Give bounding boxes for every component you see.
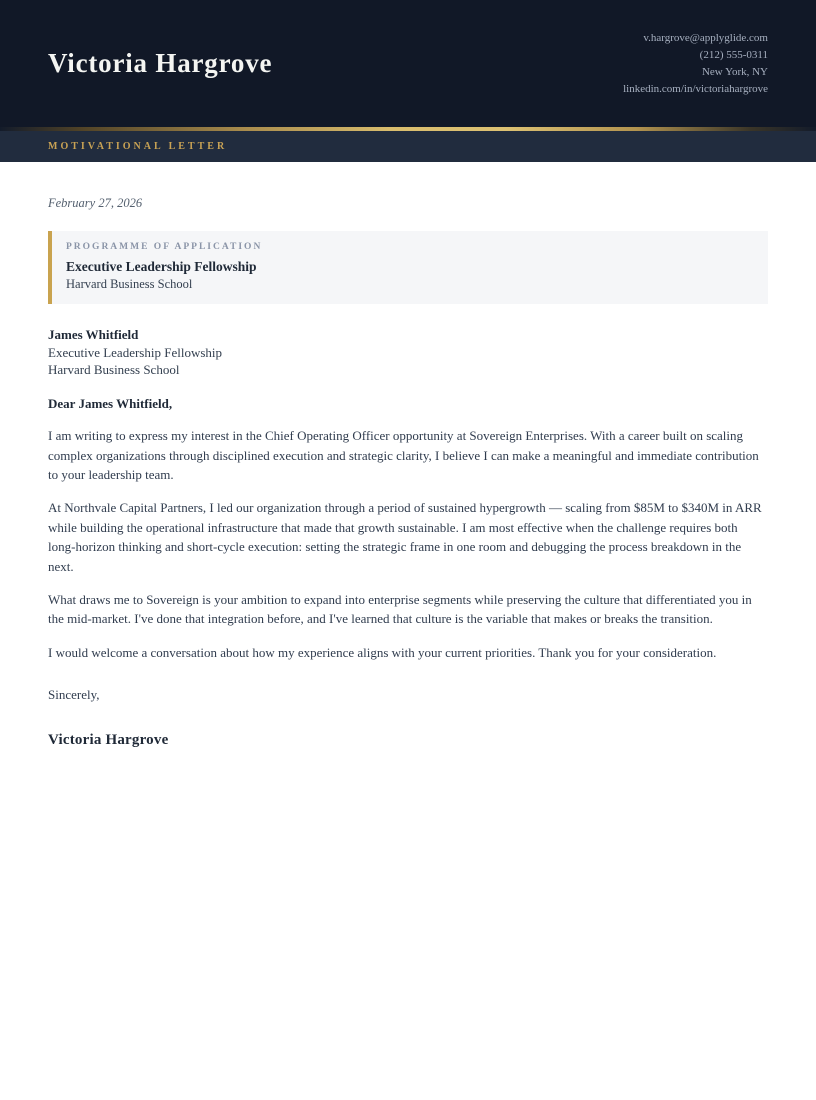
paragraph-3: What draws me to Sovereign is your ambition to expand into enterprise segments while preserving the culture that differentiated you in the mid-market. I've done that integration before, and I've learned that culture is the variable that makes or breaks the transition. [48, 591, 752, 627]
application-callout [48, 231, 768, 304]
closing: Sincerely, [48, 687, 100, 703]
contact-phone: (212) 555-0311 [699, 48, 768, 61]
letter-date: February 27, 2026 [48, 196, 143, 210]
contact-linkedin: linkedin.com/in/victoriahargrove [623, 82, 768, 95]
contact-block [623, 30, 768, 98]
recipient-line2: Harvard Business School [48, 362, 180, 378]
recipient-name: James Whitfield [48, 327, 139, 342]
recipient-line1: Executive Leadership Fellowship [48, 344, 223, 360]
header [0, 0, 816, 127]
paragraph-4: I would welcome a conversation about how my experience aligns with your current priorities. Thank you for your consideration. [48, 644, 717, 660]
applicant-name: Victoria Hargrove [48, 48, 273, 78]
contact-location: New York, NY [701, 65, 768, 78]
application-title: Executive Leadership Fellowship [66, 259, 257, 274]
section-title: MOTIVATIONAL LETTER [48, 141, 228, 152]
application-label: PROGRAMME OF APPLICATION [66, 242, 263, 252]
application-organization: Harvard Business School [66, 277, 193, 291]
letter-content [0, 196, 816, 789]
paragraph-2: At Northvale Capital Partners, I led our organization through a period of sustained hypergrowth — scaling from $85M to $340M in ARR while building the operational infrastructure that made that growth sustainable. I am most effective when the challenge requires both long-horizon thinking and short-cycle execution: setting the strategic frame in one room and debugging the process breakdown in the next. [48, 500, 762, 574]
paragraph-1: I am writing to express my interest in the Chief Operating Officer opportunity at Sovereign Enterprises. With a career built on scaling complex organizations through disciplined execution and strategic clarity, I believe I can make a meaningful and immediate contribution to your leadership team. [48, 428, 759, 482]
signature-name: Victoria Hargrove [48, 732, 169, 749]
recipient-block [48, 326, 768, 379]
contact-email: v.hargrove@applyglide.com [643, 31, 768, 44]
salutation: Dear James Whitfield, [48, 396, 173, 412]
section-bar [0, 131, 816, 162]
